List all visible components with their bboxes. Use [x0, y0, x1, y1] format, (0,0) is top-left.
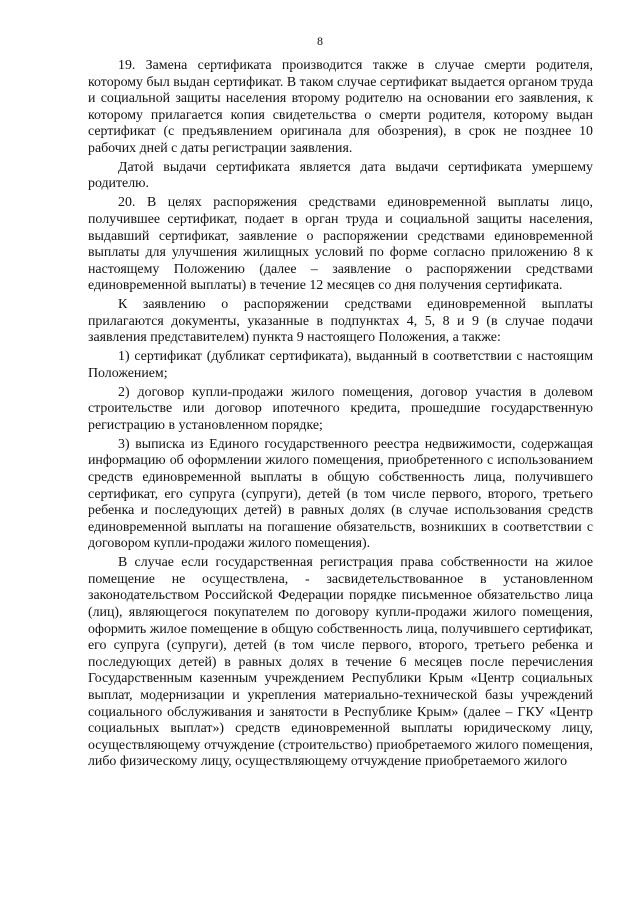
paragraph-no-registration: В случае если государственная регистрация права собственности на жилое помещение не осуществлена, - засвидетельствованное в установленном законодательством Российской Федерации порядке письменное обязательство лица (лиц), являющегося покупателем по договору купли-продажи жилого помещения, оформить жилое помещение в общую собственность лица, получившего сертификат, его супруга (супруги), детей (в том числе первого, второго, третьего ребенка и последующих детей) в равных долях в течение 6 месяцев после перечисления Государственным казенным учреждением Республики Крым «Центр социальных выплат, модернизации и укрепления материально-технической базы учреждений социального обслуживания и занятости в Республике Крым» (далее – ГКУ «Центр социальных выплат») средств единовременной выплаты юридическому лицу, осуществляющему отчуждение (строительство) приобретаемого жилого помещения, либо физическому лицу, осуществляющему отчуждение приобретаемого жилого: [88, 555, 593, 770]
document-body: [88, 58, 593, 773]
paragraph-issue-date: Датой выдачи сертификата является дата выдачи сертификата умершему родителю.: [88, 159, 593, 192]
list-item-registry-extract: 3) выписка из Единого государственного реестра недвижимости, содержащая информацию об оформлении жилого помещения, приобретенного с использованием средств единовременной выплаты в общую собственность лица, получившего сертификат, его супруга (супруги), детей (в том числе первого, второго, третьего ребенка и последующих детей) в равных долях (в случае использования средств единовременной выплаты на погашение обязательств, возникших в соответствии с договором купли-продажи жилого помещения).: [88, 436, 593, 552]
paragraph-20-disposal: 20. В целях распоряжения средствами единовременной выплаты лицо, получившее сертификат, подает в орган труда и социальной защиты населения, выдавший сертификат, заявление о распоряжении средствами единовременной выплаты для улучшения жилищных условий по форме согласно приложению 8 к настоящему Положению (далее – заявление о распоряжении средствами единовременной выплаты) в течение 12 месяцев со дня получения сертификата.: [88, 195, 593, 294]
list-item-certificate: 1) сертификат (дубликат сертификата), выданный в соответствии с настоящим Положением;: [88, 349, 593, 381]
paragraph-19-replacement: 19. Замена сертификата производится также в случае смерти родителя, которому был выдан сертификат. В таком случае сертификат выдается органом труда и социальной защиты населения второму родителю на основании его заявления, к которому прилагается копия свидетельства о смерти родителя, которому выдан сертификат (с предъявлением оригинала для обозрения), в срок не позднее 10 рабочих дней с даты регистрации заявления.: [88, 58, 593, 156]
paragraph-attached-documents: К заявлению о распоряжении средствами единовременной выплаты прилагаются документы, указанные в подпунктах 4, 5, 8 и 9 (в случае подачи заявления представителем) пункта 9 настоящего Положения, а также:: [88, 297, 593, 346]
page-number: 8: [317, 34, 323, 48]
list-item-contract: 2) договор купли-продажи жилого помещения, договор участия в долевом строительстве или договор ипотечного кредита, прошедшие государственную регистрацию в установленном порядке;: [88, 384, 593, 433]
